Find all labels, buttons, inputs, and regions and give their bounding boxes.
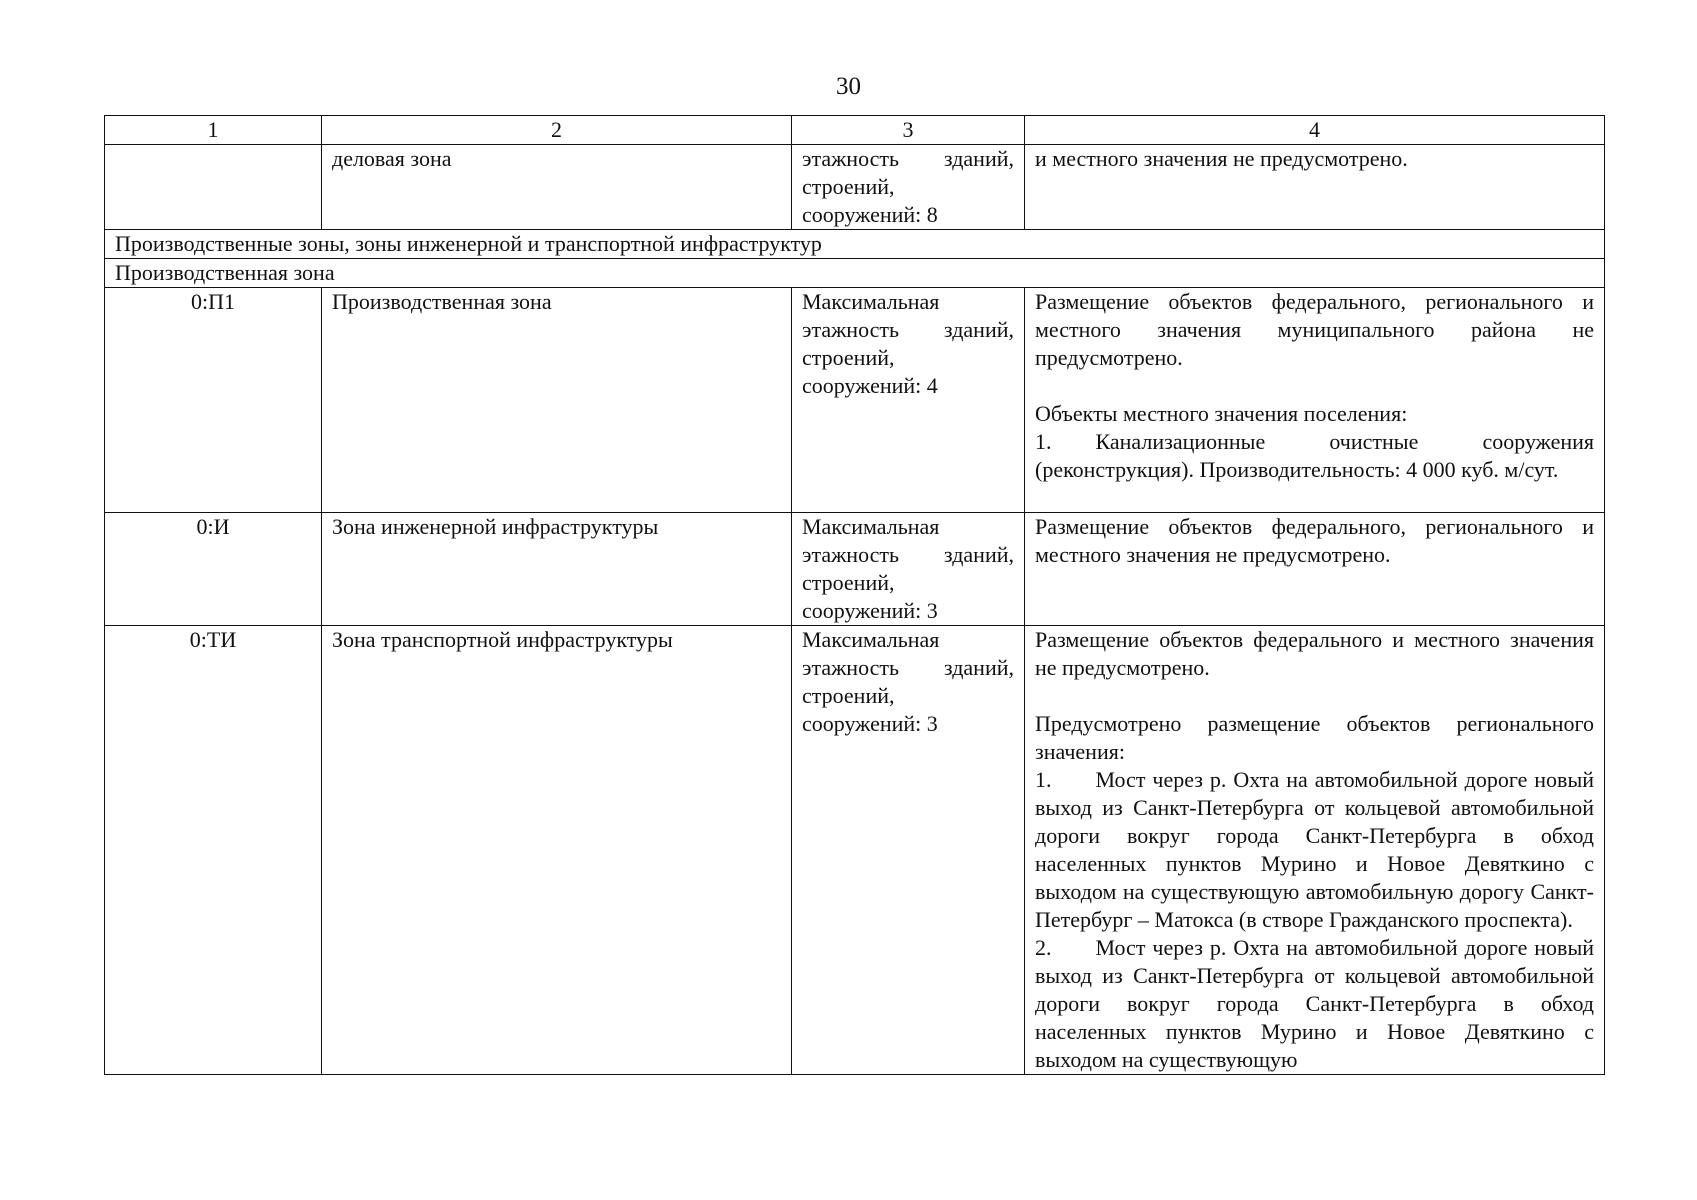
zone-name-cell: деловая зона — [322, 145, 792, 230]
table-row-p1 — [105, 288, 1605, 513]
zone-limits-cell: Максимальная этажность зданий, строений, сооружений: 3 — [792, 513, 1025, 626]
header-cell-4: 4 — [1025, 116, 1605, 145]
paragraph-gap — [1035, 682, 1594, 710]
zone-code-cell: 0:И — [105, 513, 322, 626]
objects-paragraph: Размещение объектов федерального и местного значения не предусмотрено. — [1035, 627, 1594, 680]
zone-code-cell — [105, 145, 322, 230]
zone-code-cell: 0:ТИ — [105, 626, 322, 1075]
header-cell-1: 1 — [105, 116, 322, 145]
zone-objects-cell: Размещение объектов федерального, регионального и местного значения не предусмотрено. — [1025, 513, 1605, 626]
zone-name-cell: Зона инженерной инфраструктуры — [322, 513, 792, 626]
objects-list-item: 1. Канализационные очистные сооружения (реконструкция). Производительность: 4 000 куб. м/сут. — [1035, 429, 1594, 482]
objects-paragraph: Размещение объектов федерального, регионального и местного значения муниципального района не предусмотрено. — [1035, 289, 1594, 370]
zone-objects-cell: и местного значения не предусмотрено. — [1025, 145, 1605, 230]
subsection-title: Производственная зона — [105, 259, 1605, 288]
table-row-ti — [105, 626, 1605, 1075]
zone-name-cell: Производственная зона — [322, 288, 792, 513]
section-title: Производственные зоны, зоны инженерной и транспортной инфраструктур — [105, 230, 1605, 259]
zone-limits-cell: Максимальная этажность зданий, строений, сооружений: 4 — [792, 288, 1025, 513]
page-number: 30 — [836, 73, 861, 100]
table-row-continued — [105, 145, 1605, 230]
zones-table — [104, 115, 1605, 1075]
zone-name-cell: Зона транспортной инфраструктуры — [322, 626, 792, 1075]
header-cell-3: 3 — [792, 116, 1025, 145]
objects-list-item: 1. Мост через р. Охта на автомобильной дороге новый выход из Санкт-Петербурга от кольцевой автомобильной дороги вокруг города Санкт-Петербурга в обход населенных пунктов Мурино и Новое Девяткино с выходом на существующую автомобильную дорогу Санкт-Петербург – Матокса (в створе Гражданского проспекта). — [1035, 767, 1594, 932]
zone-limits-cell: этажность зданий, строений, сооружений: 8 — [792, 145, 1025, 230]
zone-limits-cell: Максимальная этажность зданий, строений, сооружений: 3 — [792, 626, 1025, 1075]
zone-code-cell: 0:П1 — [105, 288, 322, 513]
objects-paragraph: Объекты местного значения поселения: — [1035, 401, 1408, 426]
zone-objects-cell — [1025, 626, 1605, 1075]
zone-objects-cell — [1025, 288, 1605, 513]
table-header-row — [105, 116, 1605, 145]
header-cell-2: 2 — [322, 116, 792, 145]
objects-list-item: 2. Мост через р. Охта на автомобильной дороге новый выход из Санкт-Петербурга от кольцевой автомобильной дороги вокруг города Санкт-Петербурга в обход населенных пунктов Мурино и Новое Девяткино с выходом на существующую — [1035, 935, 1594, 1072]
paragraph-gap — [1035, 372, 1594, 400]
section-row — [105, 230, 1605, 259]
objects-paragraph: Предусмотрено размещение объектов регионального значения: — [1035, 711, 1594, 764]
table-row-i — [105, 513, 1605, 626]
subsection-row — [105, 259, 1605, 288]
